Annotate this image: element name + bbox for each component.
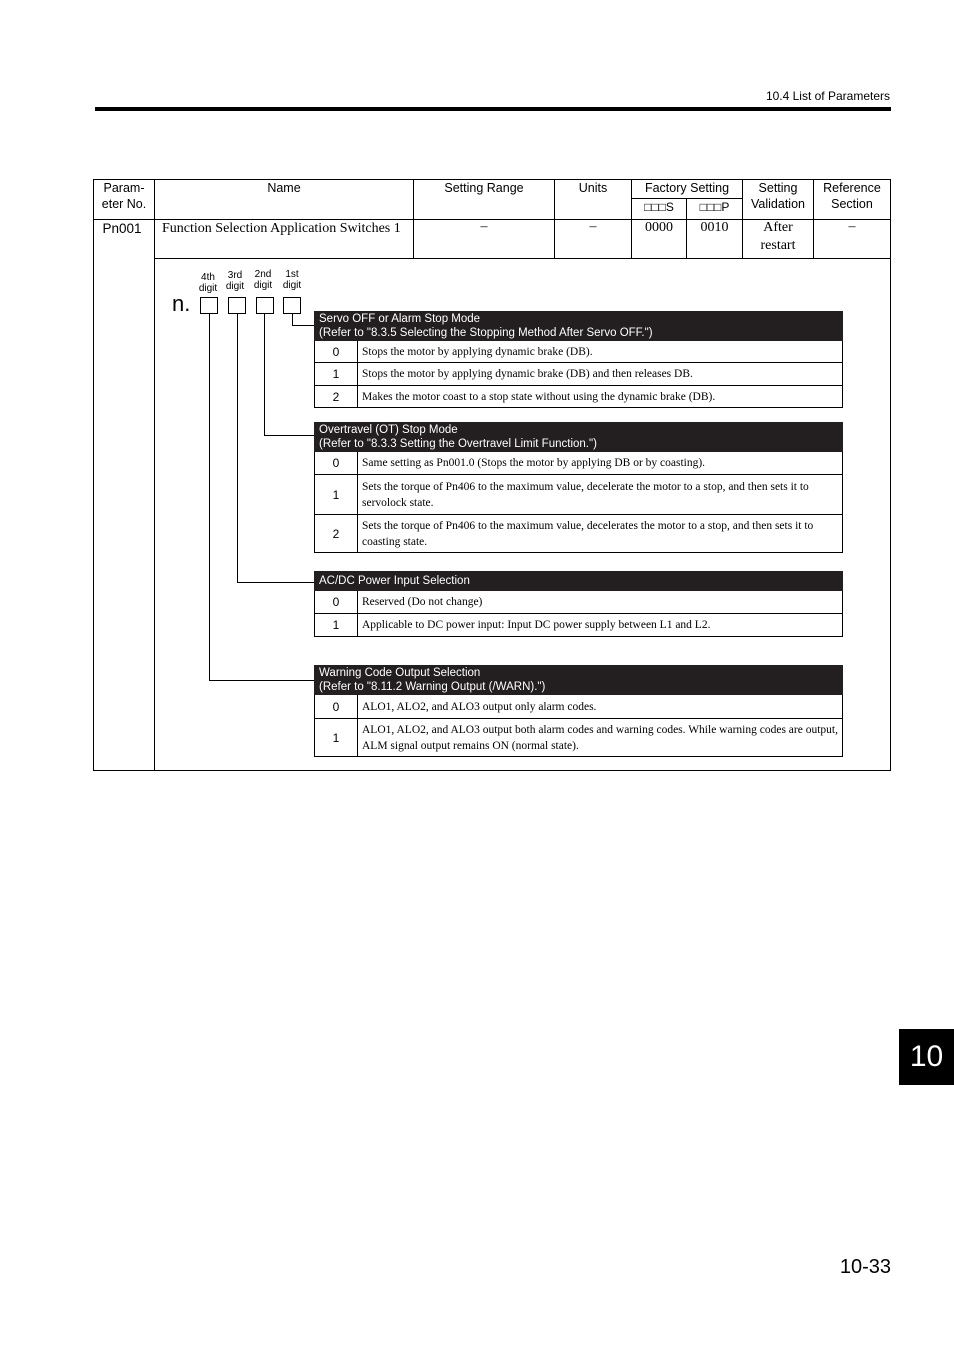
option-row: [314, 363, 843, 386]
option-row: [314, 475, 843, 515]
option-row: [314, 452, 843, 475]
block-title: Servo OFF or Alarm Stop Mode: [319, 313, 481, 325]
chapter-tab: 10: [899, 1029, 954, 1085]
digit-prefix: n.: [172, 291, 191, 316]
block-warning-code-output: [314, 665, 843, 757]
option-value: 0: [315, 591, 358, 613]
option-value: 0: [315, 452, 358, 474]
connector-2nd: [264, 313, 265, 435]
block-subtitle: (Refer to "8.3.3 Setting the Overtravel Limit Function."): [319, 438, 597, 450]
param-number: Pn001: [102, 221, 142, 236]
option-row: [314, 695, 843, 719]
header-units: Units: [578, 181, 608, 195]
option-value: 1: [315, 614, 358, 636]
option-text: ALO1, ALO2, and ALO3 output only alarm codes.: [362, 700, 597, 713]
option-text: Sets the torque of Pn406 to the maximum value, decelerates the motor to a stop, and then sets it to coasting state.: [362, 519, 814, 548]
option-value: 2: [315, 386, 358, 407]
header-param-no: Param- eter No.: [101, 181, 147, 211]
param-setting-validation: After restart: [760, 220, 796, 253]
digit-box-1st: [283, 297, 301, 314]
option-value: 1: [315, 363, 358, 385]
param-factory-s: 0000: [645, 220, 673, 235]
option-value: 1: [315, 475, 358, 514]
option-text: Makes the motor coast to a stop state without using the dynamic brake (DB).: [362, 390, 716, 403]
block-subtitle: (Refer to "8.11.2 Warning Output (/WARN)."): [319, 681, 546, 693]
connector-3rd: [237, 313, 238, 582]
param-name: Function Selection Application Switches 1: [162, 221, 401, 236]
connector-1st: [292, 313, 293, 325]
option-text: Stops the motor by applying dynamic brake (DB).: [362, 345, 593, 358]
header-setting-validation: Setting Validation: [751, 181, 805, 211]
running-header: 10.4 List of Parameters: [765, 89, 890, 103]
option-row: [314, 591, 843, 614]
option-text: ALO1, ALO2, and ALO3 output both alarm codes and warning codes. While warning codes are output, ALM signal output remains ON (normal state).: [362, 723, 838, 752]
header-factory-p: □□□P: [699, 200, 730, 214]
digit-label-4th: 4th digit: [198, 272, 218, 294]
block-subtitle: (Refer to "8.3.5 Selecting the Stopping Method After Servo OFF."): [319, 327, 653, 339]
option-text: Same setting as Pn001.0 (Stops the motor by applying DB or by coasting).: [362, 457, 706, 469]
block-title: Overtravel (OT) Stop Mode: [319, 424, 458, 436]
block-servo-off-stop-mode: [314, 311, 843, 408]
option-row: [314, 386, 843, 408]
option-row: [314, 515, 843, 553]
header-setting-range: Setting Range: [444, 181, 524, 195]
option-row: [314, 719, 843, 757]
param-setting-range: –: [480, 219, 488, 234]
connector-4th: [209, 313, 210, 680]
header-factory-s: □□□S: [644, 200, 674, 214]
digit-box-2nd: [256, 297, 274, 314]
block-overtravel-stop-mode: [314, 422, 843, 553]
block-title: AC/DC Power Input Selection: [319, 575, 470, 587]
param-factory-p: 0010: [700, 220, 729, 235]
digit-label-3rd: 3rd digit: [225, 270, 245, 292]
option-text: Applicable to DC power input: Input DC power supply between L1 and L2.: [362, 619, 711, 631]
option-text: Reserved (Do not change): [362, 596, 483, 608]
digit-box-3rd: [228, 297, 246, 314]
option-value: 1: [315, 719, 358, 756]
header-reference-section: Reference Section: [823, 181, 881, 211]
header-name: Name: [267, 181, 301, 195]
option-value: 0: [315, 341, 358, 362]
option-row: [314, 341, 843, 363]
digit-label-1st: 1st digit: [282, 269, 302, 291]
block-title: Warning Code Output Selection: [319, 667, 481, 679]
option-row: [314, 614, 843, 637]
option-text: Sets the torque of Pn406 to the maximum value, decelerate the motor to a stop, and then sets it to servolock state.: [362, 480, 809, 509]
digit-box-4th: [200, 297, 218, 314]
digit-label-2nd: 2nd digit: [253, 269, 273, 291]
option-value: 2: [315, 515, 358, 552]
header-factory-setting: Factory Setting: [644, 181, 730, 195]
block-acdc-power-input: [314, 571, 843, 637]
param-reference-section: –: [848, 219, 856, 234]
page-number: 10-33: [839, 1256, 891, 1278]
option-value: 0: [315, 695, 358, 718]
option-text: Stops the motor by applying dynamic brake (DB) and then releases DB.: [362, 368, 693, 380]
param-units: –: [589, 219, 597, 234]
